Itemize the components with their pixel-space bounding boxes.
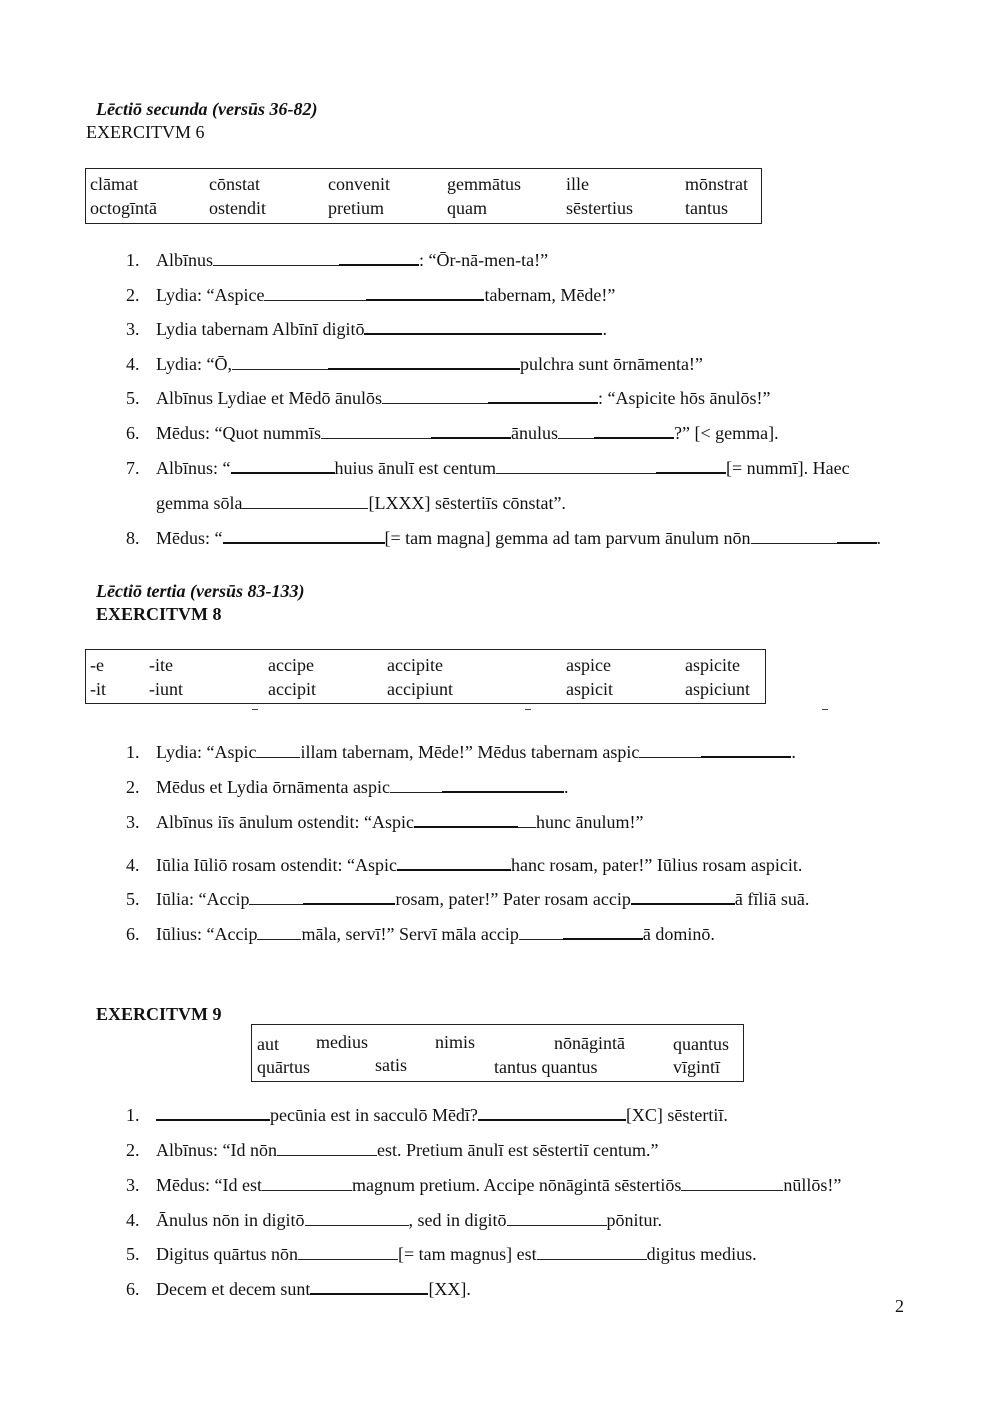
item-number: 4.: [126, 855, 140, 875]
wordbank-8: [85, 649, 766, 704]
answer-blank[interactable]: [631, 889, 735, 905]
answer-blank[interactable]: [390, 778, 442, 793]
answer-blank[interactable]: [518, 813, 536, 828]
answer-blank[interactable]: [558, 424, 594, 439]
item-number: 3.: [126, 812, 140, 832]
answer-blank[interactable]: [382, 389, 488, 404]
wordbank-word: tantus quantus: [494, 1057, 598, 1077]
answer-blank[interactable]: [277, 1141, 377, 1156]
item-number: 3.: [126, 1175, 140, 1195]
exercise-6-item-7: 7. Albīnus: “ huius ānulī est centum [= nummī]. Haec: [126, 458, 850, 478]
item-number: 6.: [126, 1279, 140, 1299]
wordbank-word: aut: [257, 1034, 279, 1054]
exercise-6-item-6: 6. Mēdus: “Quot nummīs ānulus ?” [< gemma].: [126, 423, 779, 443]
wordbank-word: tantus: [685, 198, 728, 218]
item-number: 2.: [126, 1140, 140, 1160]
exercise-title-6: EXERCITVM 6: [86, 122, 205, 142]
wordbank-word: -it: [90, 679, 106, 699]
exercise-8-item-1: 1. Lydia: “Aspic illam tabernam, Mēde!” Mēdus tabernam aspic .: [126, 742, 796, 762]
answer-blank[interactable]: [249, 890, 303, 905]
item-number: 1.: [126, 742, 140, 762]
stray-mark: [822, 709, 828, 710]
item-number: 1.: [126, 250, 140, 270]
answer-blank[interactable]: [507, 1211, 607, 1226]
wordbank-word: nimis: [435, 1032, 476, 1052]
answer-blank[interactable]: [751, 529, 837, 544]
exercise-9-item-1: 1. pecūnia est in sacculō Mēdī? [XC] sēstertiī.: [126, 1105, 728, 1125]
answer-blank[interactable]: [262, 1176, 352, 1191]
answer-blank[interactable]: [656, 458, 726, 474]
item-number: 3.: [126, 319, 140, 339]
answer-blank[interactable]: [442, 777, 564, 793]
exercise-6-item-5: 5. Albīnus Lydiae et Mēdō ānulōs : “Aspicite hōs ānulōs!”: [126, 388, 771, 408]
answer-blank[interactable]: [478, 1105, 626, 1121]
exercise-6-item-7-cont: gemma sōla [LXXX] sēstertiīs cōnstat”.: [156, 493, 566, 513]
exercise-8-item-5: 5. Iūlia: “Accip rosam, pater!” Pater rosam accip ā fīliā suā.: [126, 889, 810, 909]
answer-blank[interactable]: [431, 423, 511, 439]
wordbank-9: [251, 1024, 744, 1082]
wordbank-word: medius: [316, 1032, 368, 1052]
exercise-title-9: EXERCITVM 9: [96, 1004, 222, 1024]
answer-blank[interactable]: [339, 250, 419, 266]
answer-blank[interactable]: [231, 458, 335, 474]
wordbank-word: -ite: [149, 655, 173, 675]
exercise-6-item-4: 4. Lydia: “Ō, pulchra sunt ōrnāmenta!”: [126, 354, 703, 374]
answer-blank[interactable]: [232, 355, 328, 370]
page-number: 2: [895, 1296, 904, 1316]
answer-blank[interactable]: [298, 1245, 398, 1260]
answer-blank[interactable]: [837, 528, 877, 544]
exercise-6-item-8: 8. Mēdus: “ [= tam magna] gemma ad tam parvum ānulum nōn .: [126, 528, 882, 548]
exercise-9-item-5: 5. Digitus quārtus nōn [= tam magnus] est digitus medius.: [126, 1244, 757, 1264]
answer-blank[interactable]: [681, 1176, 783, 1191]
answer-blank[interactable]: [563, 924, 643, 940]
exercise-8-item-4: 4. Iūlia Iūliō rosam ostendit: “Aspic hanc rosam, pater!” Iūlius rosam aspicit.: [126, 855, 803, 875]
wordbank-word: clāmat: [90, 174, 138, 194]
exercise-9-item-3: 3. Mēdus: “Id est magnum pretium. Accipe nōnāgintā sēstertiōs nūllōs!”: [126, 1175, 842, 1195]
wordbank-word: -e: [90, 655, 104, 675]
wordbank-word: accipit: [268, 679, 316, 699]
wordbank-word: accipite: [387, 655, 443, 675]
wordbank-word: quam: [447, 198, 487, 218]
answer-blank[interactable]: [488, 388, 598, 404]
wordbank-word: vīgintī: [673, 1057, 721, 1077]
answer-blank[interactable]: [303, 889, 395, 905]
answer-blank[interactable]: [594, 423, 674, 439]
item-number: 5.: [126, 889, 140, 909]
answer-blank[interactable]: [366, 285, 484, 301]
wordbank-word: convenit: [328, 174, 390, 194]
answer-blank[interactable]: [414, 812, 518, 828]
wordbank-word: nōnāgintā: [554, 1033, 625, 1053]
answer-blank[interactable]: [519, 925, 563, 940]
answer-blank[interactable]: [364, 319, 602, 335]
stray-mark: [252, 709, 258, 710]
wordbank-word: -iunt: [149, 679, 183, 699]
item-number: 6.: [126, 423, 140, 443]
section-title-lectio-tertia: Lēctiō tertia (versūs 83-133): [96, 581, 305, 601]
answer-blank[interactable]: [257, 925, 301, 940]
exercise-8-item-3: 3. Albīnus iīs ānulum ostendit: “Aspic hunc ānulum!”: [126, 812, 644, 832]
answer-blank[interactable]: [496, 459, 656, 474]
answer-blank[interactable]: [701, 742, 791, 758]
item-number: 2.: [126, 777, 140, 797]
wordbank-word: ostendit: [209, 198, 266, 218]
wordbank-word: quārtus: [257, 1057, 310, 1077]
item-number: 1.: [126, 1105, 140, 1125]
wordbank-word: ille: [566, 174, 589, 194]
wordbank-word: aspicite: [685, 655, 740, 675]
stray-mark: [525, 709, 531, 710]
exercise-8-item-6: 6. Iūlius: “Accip māla, servī!” Servī māla accip ā dominō.: [126, 924, 715, 944]
wordbank-word: accipiunt: [387, 679, 453, 699]
answer-blank[interactable]: [223, 528, 385, 544]
item-number: 5.: [126, 388, 140, 408]
wordbank-word: aspicit: [566, 679, 613, 699]
wordbank-word: gemmātus: [447, 174, 521, 194]
answer-blank[interactable]: [264, 286, 366, 301]
exercise-6-item-1: 1. Albīnus : “Ōr-nā-men-ta!”: [126, 250, 549, 270]
exercise-6-item-2: 2. Lydia: “Aspice tabernam, Mēde!”: [126, 285, 616, 305]
wordbank-word: cōnstat: [209, 174, 260, 194]
wordbank-word: accipe: [268, 655, 314, 675]
answer-blank[interactable]: [321, 424, 431, 439]
wordbank-word: mōnstrat: [685, 174, 748, 194]
answer-blank[interactable]: [639, 743, 701, 758]
exercise-9-item-6: 6. Decem et decem sunt [XX].: [126, 1279, 471, 1299]
wordbank-6: [85, 168, 762, 224]
exercise-title-8: EXERCITVM 8: [96, 604, 222, 624]
answer-blank[interactable]: [397, 855, 511, 871]
wordbank-word: octogīntā: [90, 198, 157, 218]
answer-blank[interactable]: [328, 354, 520, 370]
wordbank-word: aspiciunt: [685, 679, 750, 699]
wordbank-word: satis: [375, 1055, 408, 1075]
answer-blank[interactable]: [310, 1279, 428, 1295]
section-title-lectio-secunda: Lēctiō secunda (versūs 36-82): [96, 99, 318, 119]
answer-blank[interactable]: [213, 251, 339, 266]
wordbank-word: sēstertius: [566, 198, 633, 218]
answer-blank[interactable]: [242, 494, 368, 509]
item-number: 4.: [126, 354, 140, 374]
exercise-9-item-4: 4. Ānulus nōn in digitō , sed in digitō pōnitur.: [126, 1210, 663, 1230]
item-number: 8.: [126, 528, 140, 548]
exercise-6-item-3: 3. Lydia tabernam Albīnī digitō .: [126, 319, 607, 339]
answer-blank[interactable]: [256, 743, 300, 758]
item-number: 7.: [126, 458, 140, 478]
item-number: 6.: [126, 924, 140, 944]
answer-blank[interactable]: [156, 1105, 270, 1121]
wordbank-word: pretium: [328, 198, 384, 218]
item-number: 2.: [126, 285, 140, 305]
answer-blank[interactable]: [305, 1211, 409, 1226]
item-number: 4.: [126, 1210, 140, 1230]
wordbank-word: quantus: [673, 1034, 729, 1054]
answer-blank[interactable]: [537, 1245, 647, 1260]
exercise-8-item-2: 2. Mēdus et Lydia ōrnāmenta aspic .: [126, 777, 569, 797]
wordbank-word: aspice: [566, 655, 611, 675]
exercise-9-item-2: 2. Albīnus: “Id nōn est. Pretium ānulī est sēstertiī centum.”: [126, 1140, 659, 1160]
item-number: 5.: [126, 1244, 140, 1264]
